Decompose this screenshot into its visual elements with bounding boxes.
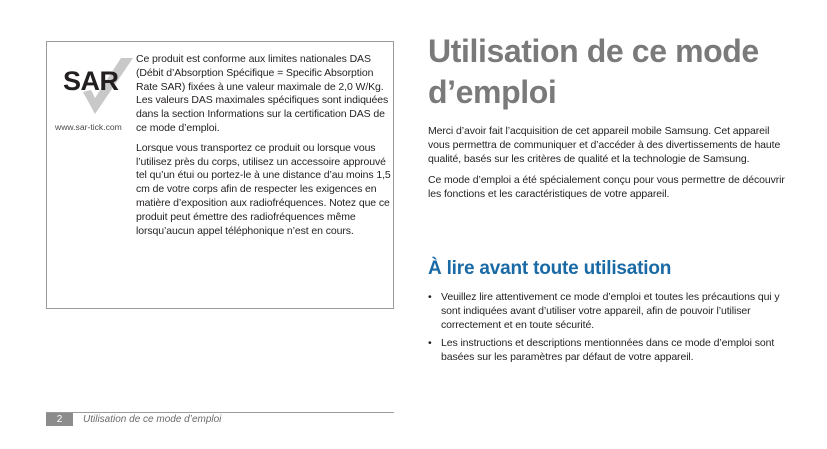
bullet-list	[428, 290, 793, 368]
page-title: Utilisation de ce mode d’emploi	[428, 33, 759, 110]
footer-running-title: Utilisation de ce mode d’emploi	[83, 414, 222, 425]
intro-paragraph-2: Ce mode d’emploi a été spécialement conçu pour vous permettre de découvrir les fonctions et les caractéristiques de votre appareil.	[428, 174, 785, 200]
bullet-icon: •	[428, 291, 432, 303]
sar-logo-text: SAR	[63, 66, 119, 96]
sar-text	[136, 53, 391, 244]
sar-website: www.sar-tick.com	[55, 122, 122, 132]
sar-paragraph-1: Ce produit est conforme aux limites nationales DAS (Débit d’Absorption Spécifique = Specific Absorption Rate SAR) fixées à une valeur maximale de 2,0 W/Kg. Les valeurs DAS maximales spécifiques sont indiquées dans la section Informations sur la certification DAS de ce mode d’emploi.	[136, 53, 389, 134]
sar-info-box	[46, 41, 394, 309]
bullet-text-1: Veuillez lire attentivement ce mode d’emploi et toutes les précautions qui y sont indiquées avant d’utiliser votre appareil, afin de pouvoir l’utiliser correctement et en toute sécurité.	[441, 291, 780, 331]
list-item	[428, 290, 793, 332]
section-heading: À lire avant toute utilisation	[428, 258, 672, 279]
bullet-text-2: Les instructions et descriptions mentionnées dans ce mode d’emploi sont basées sur les paramètres par défaut de votre appareil.	[441, 337, 775, 363]
sar-paragraph-2: Lorsque vous transportez ce produit ou lorsque vous l’utilisez près du corps, utilisez un accessoire approuvé tel qu’un étui ou portez-le à une distance d’au moins 1,5 cm de votre corps afin de respecter les exigences en matière d’exposition aux radiofréquences. Notez que ce produit peut émettre des radiofréquences même lorsqu’aucun appel téléphonique n’est en cours.	[136, 141, 391, 237]
page-number: 2	[46, 413, 73, 426]
list-item	[428, 336, 793, 364]
bullet-icon: •	[428, 337, 432, 349]
intro-text	[428, 124, 790, 208]
intro-paragraph-1: Merci d’avoir fait l’acquisition de cet appareil mobile Samsung. Cet appareil vous permettra de communiquer et d’accéder à des divertissements de haute qualité, basés sur les critères de qualité et la technologie de Samsung.	[428, 125, 781, 165]
sar-tick-logo	[61, 56, 139, 122]
sar-tick-icon	[61, 56, 139, 122]
